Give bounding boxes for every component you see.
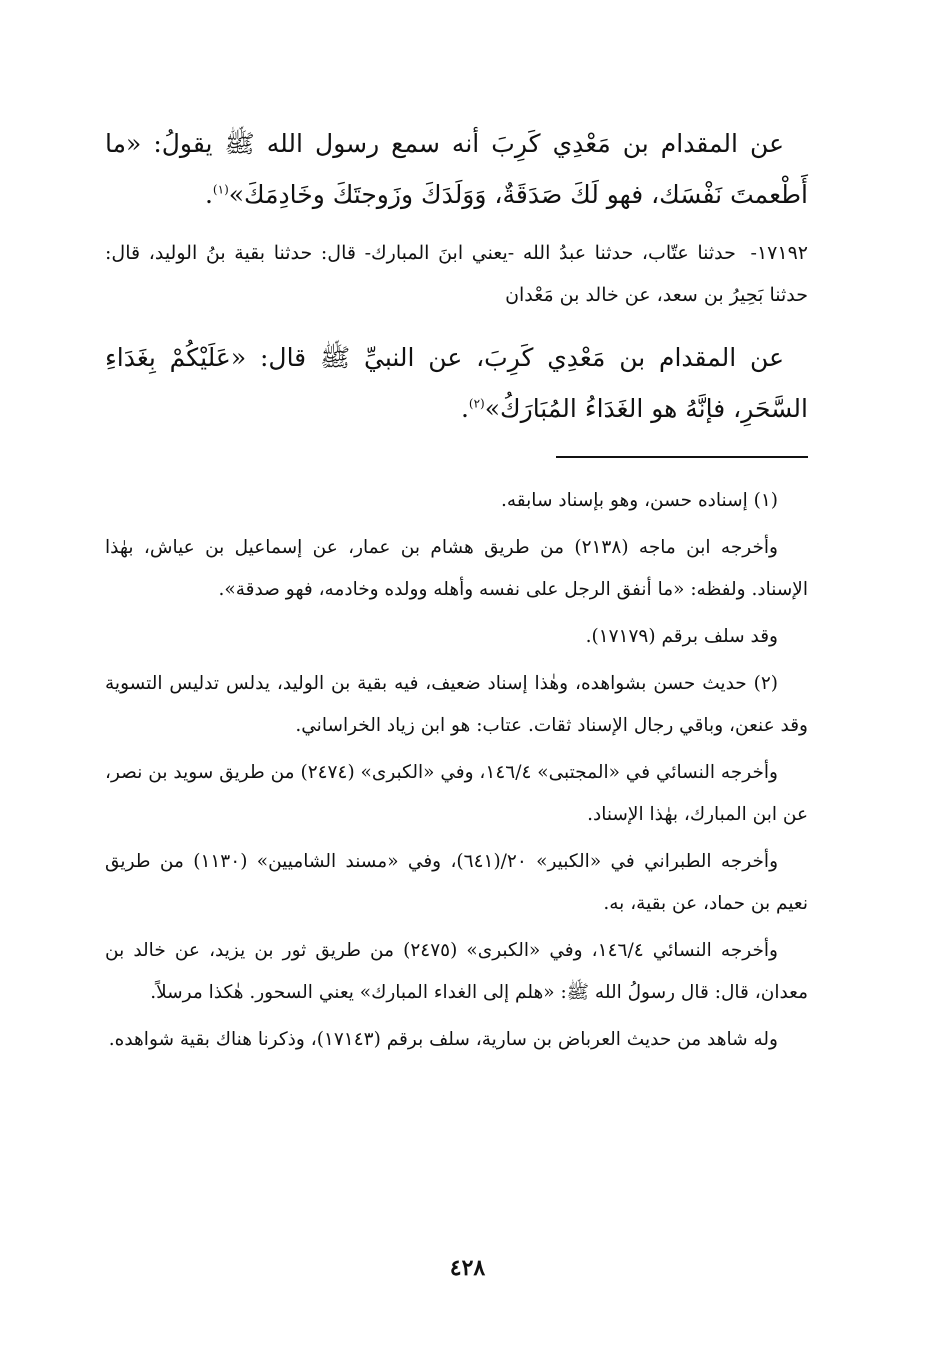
footnote-paragraph: وأخرجه الطبراني في «الكبير» ٢٠/(٦٤١)، وفي «مسند الشاميين» (١١٣٠) من طريق نعيم بن حماد، عن بقية، به. — [105, 851, 808, 914]
footnote-paragraph: وأخرجه ابن ماجه (٢١٣٨) من طريق هشام بن عمار، عن إسماعيل بن عياش، بهٰذا الإسناد. ولفظه: «ما أنفق الرجل على نفسه وأهله وولده وخادمه، فهو صدقة». — [105, 537, 808, 600]
footnote-marker-1: (١) — [212, 182, 229, 197]
hadith-2-isnad-paragraph — [105, 232, 808, 316]
hadith-2-end: . — [460, 394, 469, 423]
hadith-1-text — [105, 118, 808, 220]
footnote-separator — [105, 456, 808, 458]
hadith-2-matn: عن المقدام بن مَعْدِي كَرِبَ، عن النبيِّ ﷺ قال: «عَلَيْكُمْ بِغَدَاءِ السَّحَرِ، فإنَّهُ هو الغَدَاءُ المُبَارَكُ» — [105, 343, 808, 423]
hadith-1-end: . — [204, 180, 213, 209]
hadith-1-matn: عن المقدام بن مَعْدِي كَرِبَ أنه سمع رسول الله ﷺ يقولُ: «ما أَطْعمتَ نَفْسَك، فهو لَكَ صَدَقَةٌ، وَوَلَدَكَ وزَوجتَكَ وخَادِمَكَ» — [105, 129, 808, 209]
hadith-2-isnad: حدثنا عتّاب، حدثنا عبدُ الله -يعني ابنَ المبارك- قال: حدثنا بقية بنُ الوليد، قال: حدثنا بَحِيرُ بن سعد، عن خالد بن مَعْدان — [105, 242, 808, 306]
footnote-paragraph: وله شاهد من حديث العرباض بن سارية، سلف برقم (١٧١٤٣)، وذكرنا هناك بقية شواهده. — [108, 1029, 778, 1050]
footnote-marker-2: (٢) — [468, 396, 485, 411]
footnote-paragraph: (١) إسناده حسن، وهو بإسناد سابقه. — [501, 490, 778, 511]
page-number: ٤٢٨ — [449, 1255, 486, 1281]
footnote-paragraph: وقد سلف برقم (١٧١٧٩). — [585, 626, 778, 647]
page-body — [105, 118, 808, 1066]
footnote-paragraph: وأخرجه النسائي ١٤٦/٤، وفي «الكبرى» (٢٤٧٥) من طريق ثور بن يزيد، عن خالد بن معدان، قال: قال رسولُ الله ﷺ: «هلم إلى الغداء المبارك» يعني السحور. هٰكذا مرسلاً. — [105, 940, 808, 1003]
footnotes-section — [105, 480, 808, 1061]
footnote-paragraph: (٢) حديث حسن بشواهده، وهٰذا إسناد ضعيف، فيه بقية بن الوليد، يدلس تدليس التسوية وقد عنعن، وباقي رجال الإسناد ثقات. عتاب: هو ابن زياد الخراساني. — [105, 673, 808, 736]
hadith-2-text — [105, 332, 808, 434]
separator-line — [556, 456, 808, 458]
footnote-paragraph: وأخرجه النسائي في «المجتبى» ١٤٦/٤، وفي «الكبرى» (٢٤٧٤) من طريق سويد بن نصر، عن ابن المبارك، بهٰذا الإسناد. — [105, 762, 808, 825]
hadith-number: ١٧١٩٢- — [750, 242, 808, 264]
